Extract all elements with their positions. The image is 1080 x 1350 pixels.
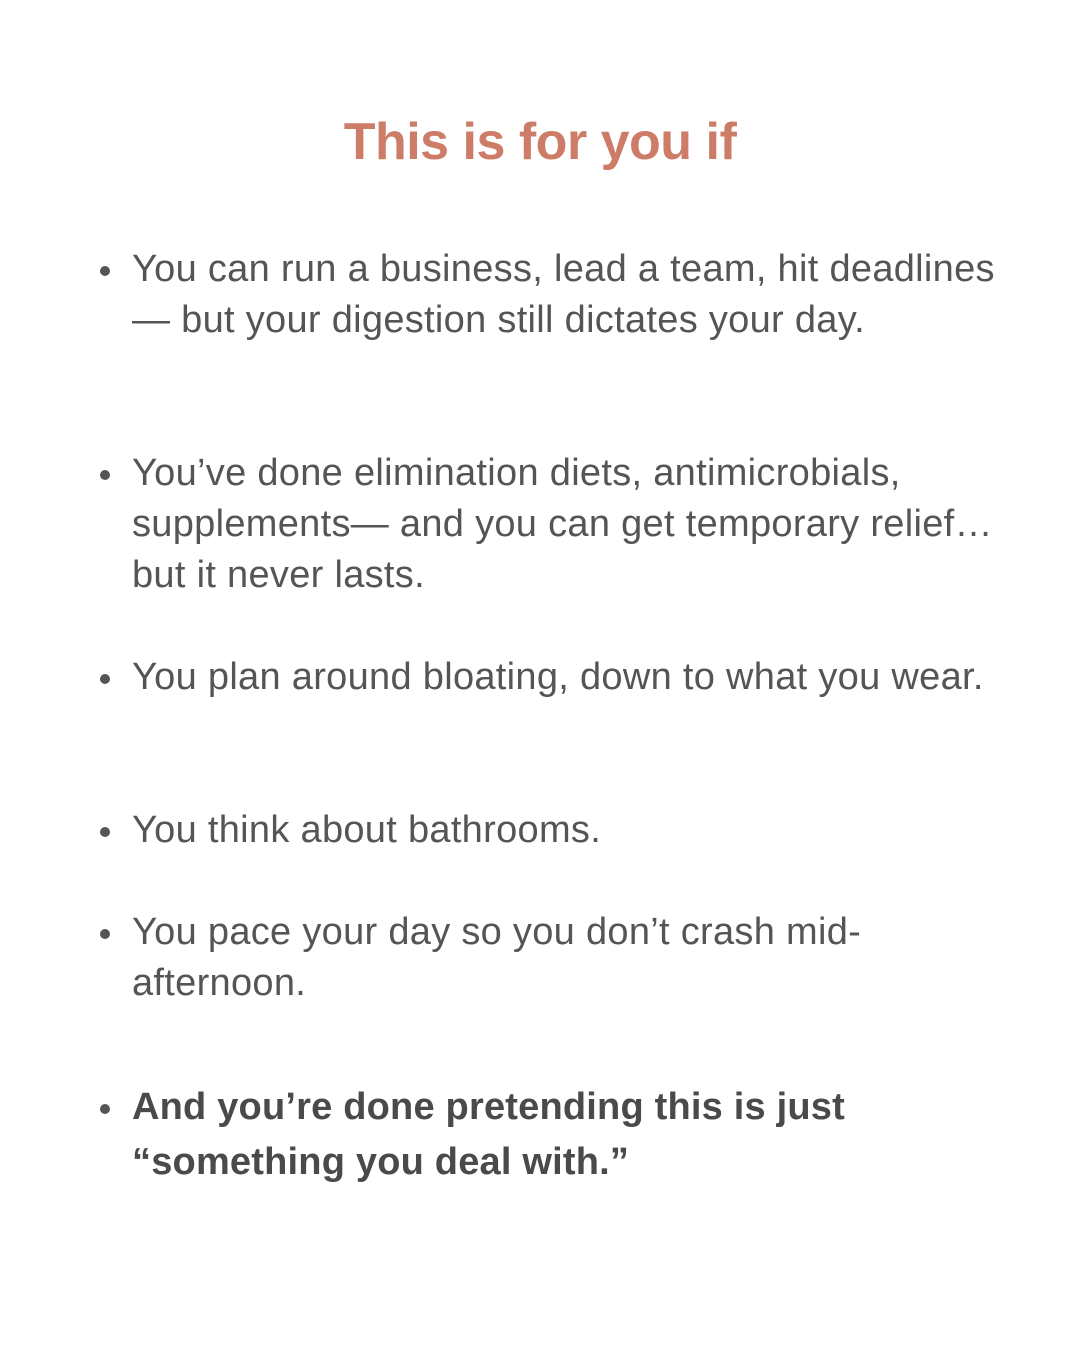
list-item-text: You plan around bloating, down to what you wear. xyxy=(132,656,984,698)
bullet-icon xyxy=(100,827,110,837)
page-title: This is for you if xyxy=(343,112,737,171)
bullet-icon xyxy=(100,929,110,939)
list-item-text: You pace your day so you don’t crash mid-afternoon. xyxy=(132,911,862,1004)
bullet-icon xyxy=(100,470,110,480)
list-item-text: You can run a business, lead a team, hit deadlines— but your digestion still dictates your day. xyxy=(132,248,995,341)
bullet-icon xyxy=(100,674,110,684)
list-item-text: You think about bathrooms. xyxy=(132,809,602,851)
bullet-icon xyxy=(100,1104,110,1114)
list-item-text: And you’re done pretending this is just “something you deal with.” xyxy=(132,1086,845,1183)
bullet-icon xyxy=(100,266,110,276)
list-item-text: You’ve done elimination diets, antimicrobials, supplements— and you can get temporary relief… but it never lasts. xyxy=(132,452,993,596)
